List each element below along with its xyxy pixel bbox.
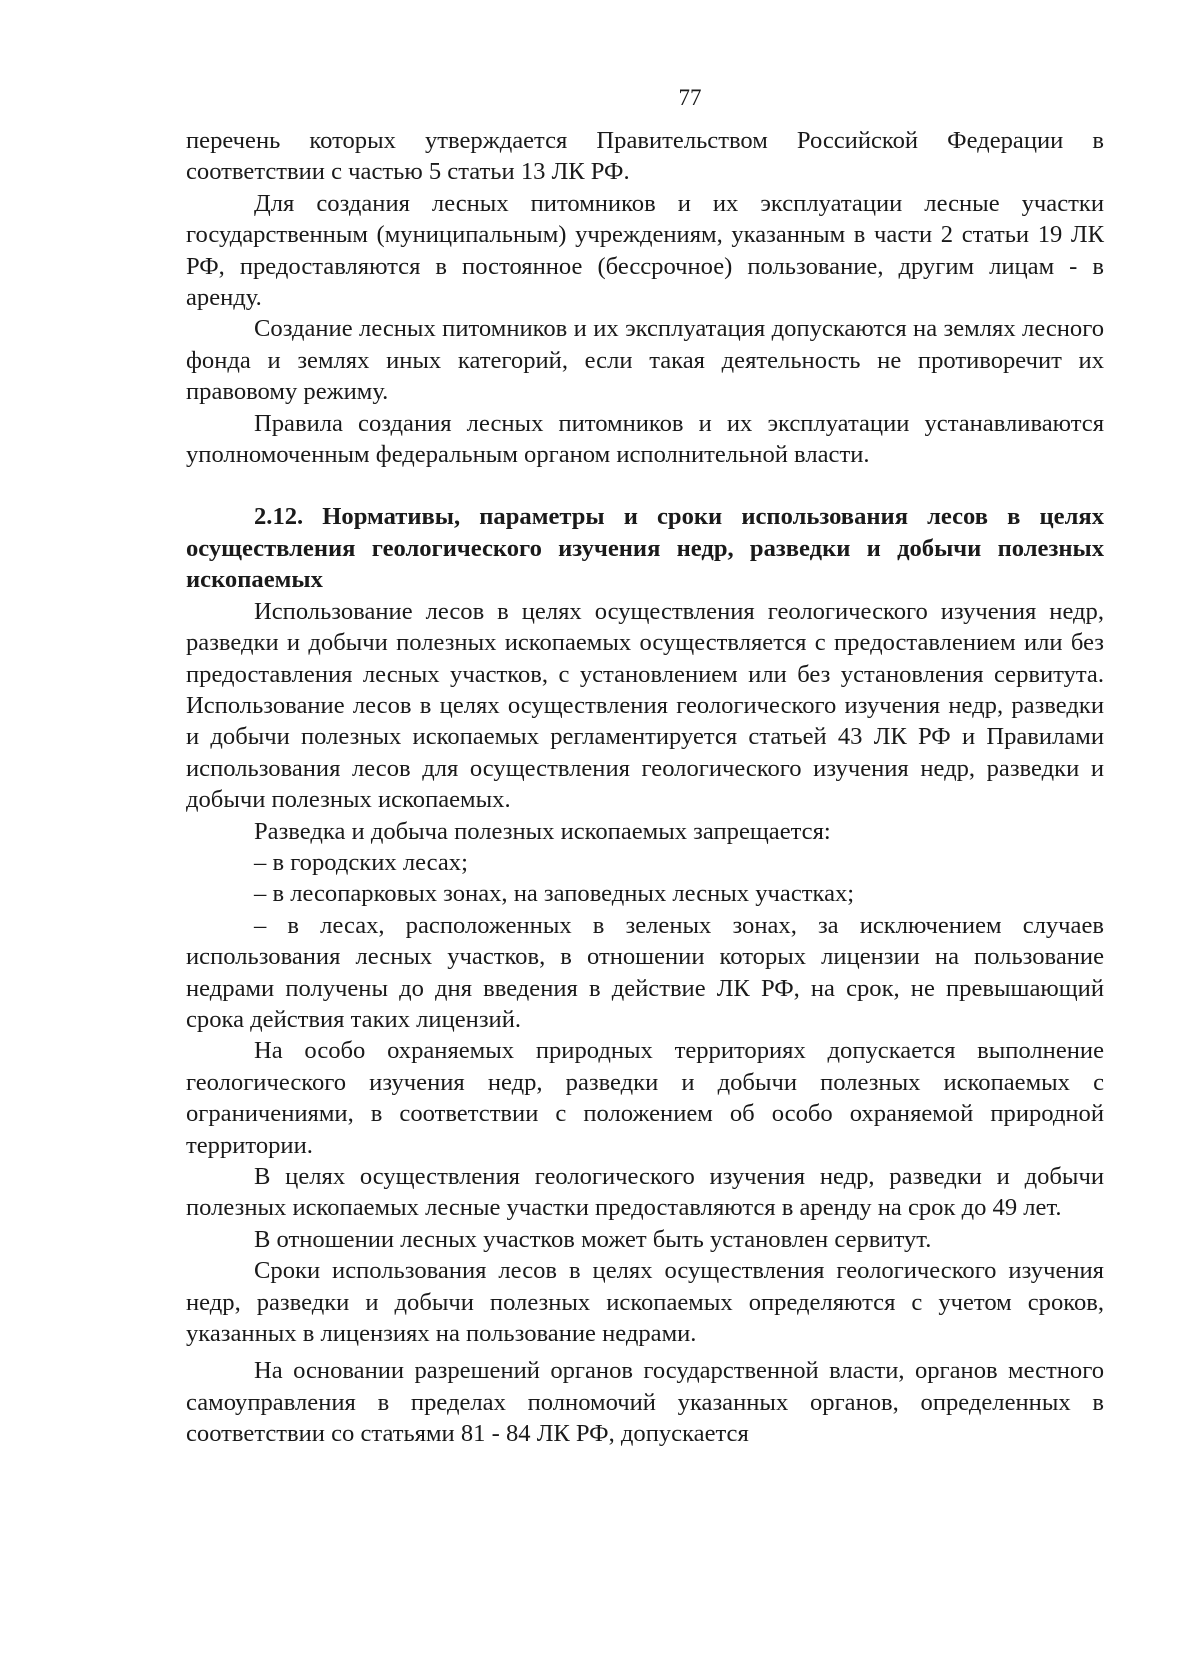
paragraph: На особо охраняемых природных территориях допускается выполнение геологического изучения недр, разведки и добычи полезных ископаемых с ограничениями, в соответствии с положением об особо охраняемой природной территории. — [186, 1037, 1104, 1159]
list-item: – в лесах, расположенных в зеленых зонах, за исключением случаев использования лесных участков, в отношении которых лицензии на пользование недрами получены до дня введения в действие ЛК РФ, на срок, не превышающий срока действия таких лицензий. — [186, 911, 1104, 1033]
paragraph: В целях осуществления геологического изучения недр, разведки и добычи полезных ископаемых лесные участки предоставляются в аренду на срок до 49 лет. — [186, 1163, 1104, 1222]
list-item: – в городских лесах; — [254, 848, 468, 876]
page-body — [186, 125, 1104, 1450]
paragraph: Разведка и добыча полезных ископаемых запрещается: — [254, 817, 831, 845]
paragraph: перечень которых утверждается Правительством Российской Федерации в соответствии с частью 5 статьи 13 ЛК РФ. — [186, 127, 1104, 186]
paragraph: В отношении лесных участков может быть установлен сервитут. — [254, 1225, 932, 1253]
paragraph: Для создания лесных питомников и их эксплуатации лесные участки государственным (муниципальным) учреждениям, указанным в части 2 статьи 19 ЛК РФ, предоставляются в постоянное (бессрочное) пользование, другим лицам - в аренду. — [186, 189, 1104, 312]
paragraph: Сроки использования лесов в целях осуществления геологического изучения недр, разведки и добычи полезных ископаемых определяются с учетом сроков, указанных в лицензиях на пользование недрами. — [186, 1257, 1104, 1348]
paragraph: На основании разрешений органов государственной власти, органов местного самоуправления в пределах полномочий указанных органов, определенных в соответствии со статьями 81 - 84 ЛК РФ, допускается — [186, 1357, 1104, 1448]
page-number: 77 — [678, 85, 702, 110]
list-item: – в лесопарковых зонах, на заповедных лесных участках; — [254, 880, 855, 908]
paragraph: Правила создания лесных питомников и их эксплуатации устанавливаются уполномоченным федеральным органом исполнительной власти. — [186, 409, 1104, 469]
paragraph: Использование лесов в целях осуществления геологического изучения недр, разведки и добычи полезных ископаемых осуществляется с предоставлением или без предоставления лесных участков, с установлением или без установления сервитута. Использование лесов в целях осуществления геологического изучения недр, разведки и добычи полезных ископаемых регламентируется статьей 43 ЛК РФ и Правилами использования лесов для осуществления геологического изучения недр, разведки и добычи полезных ископаемых. — [186, 597, 1104, 814]
section-heading: 2.12. Нормативы, параметры и сроки использования лесов в целях осуществления геологического изучения недр, разведки и добычи полезных ископаемых — [186, 503, 1104, 594]
paragraph: Создание лесных питомников и их эксплуатация допускаются на землях лесного фонда и землях иных категорий, если такая деятельность не противоречит их правовому режиму. — [186, 315, 1104, 406]
